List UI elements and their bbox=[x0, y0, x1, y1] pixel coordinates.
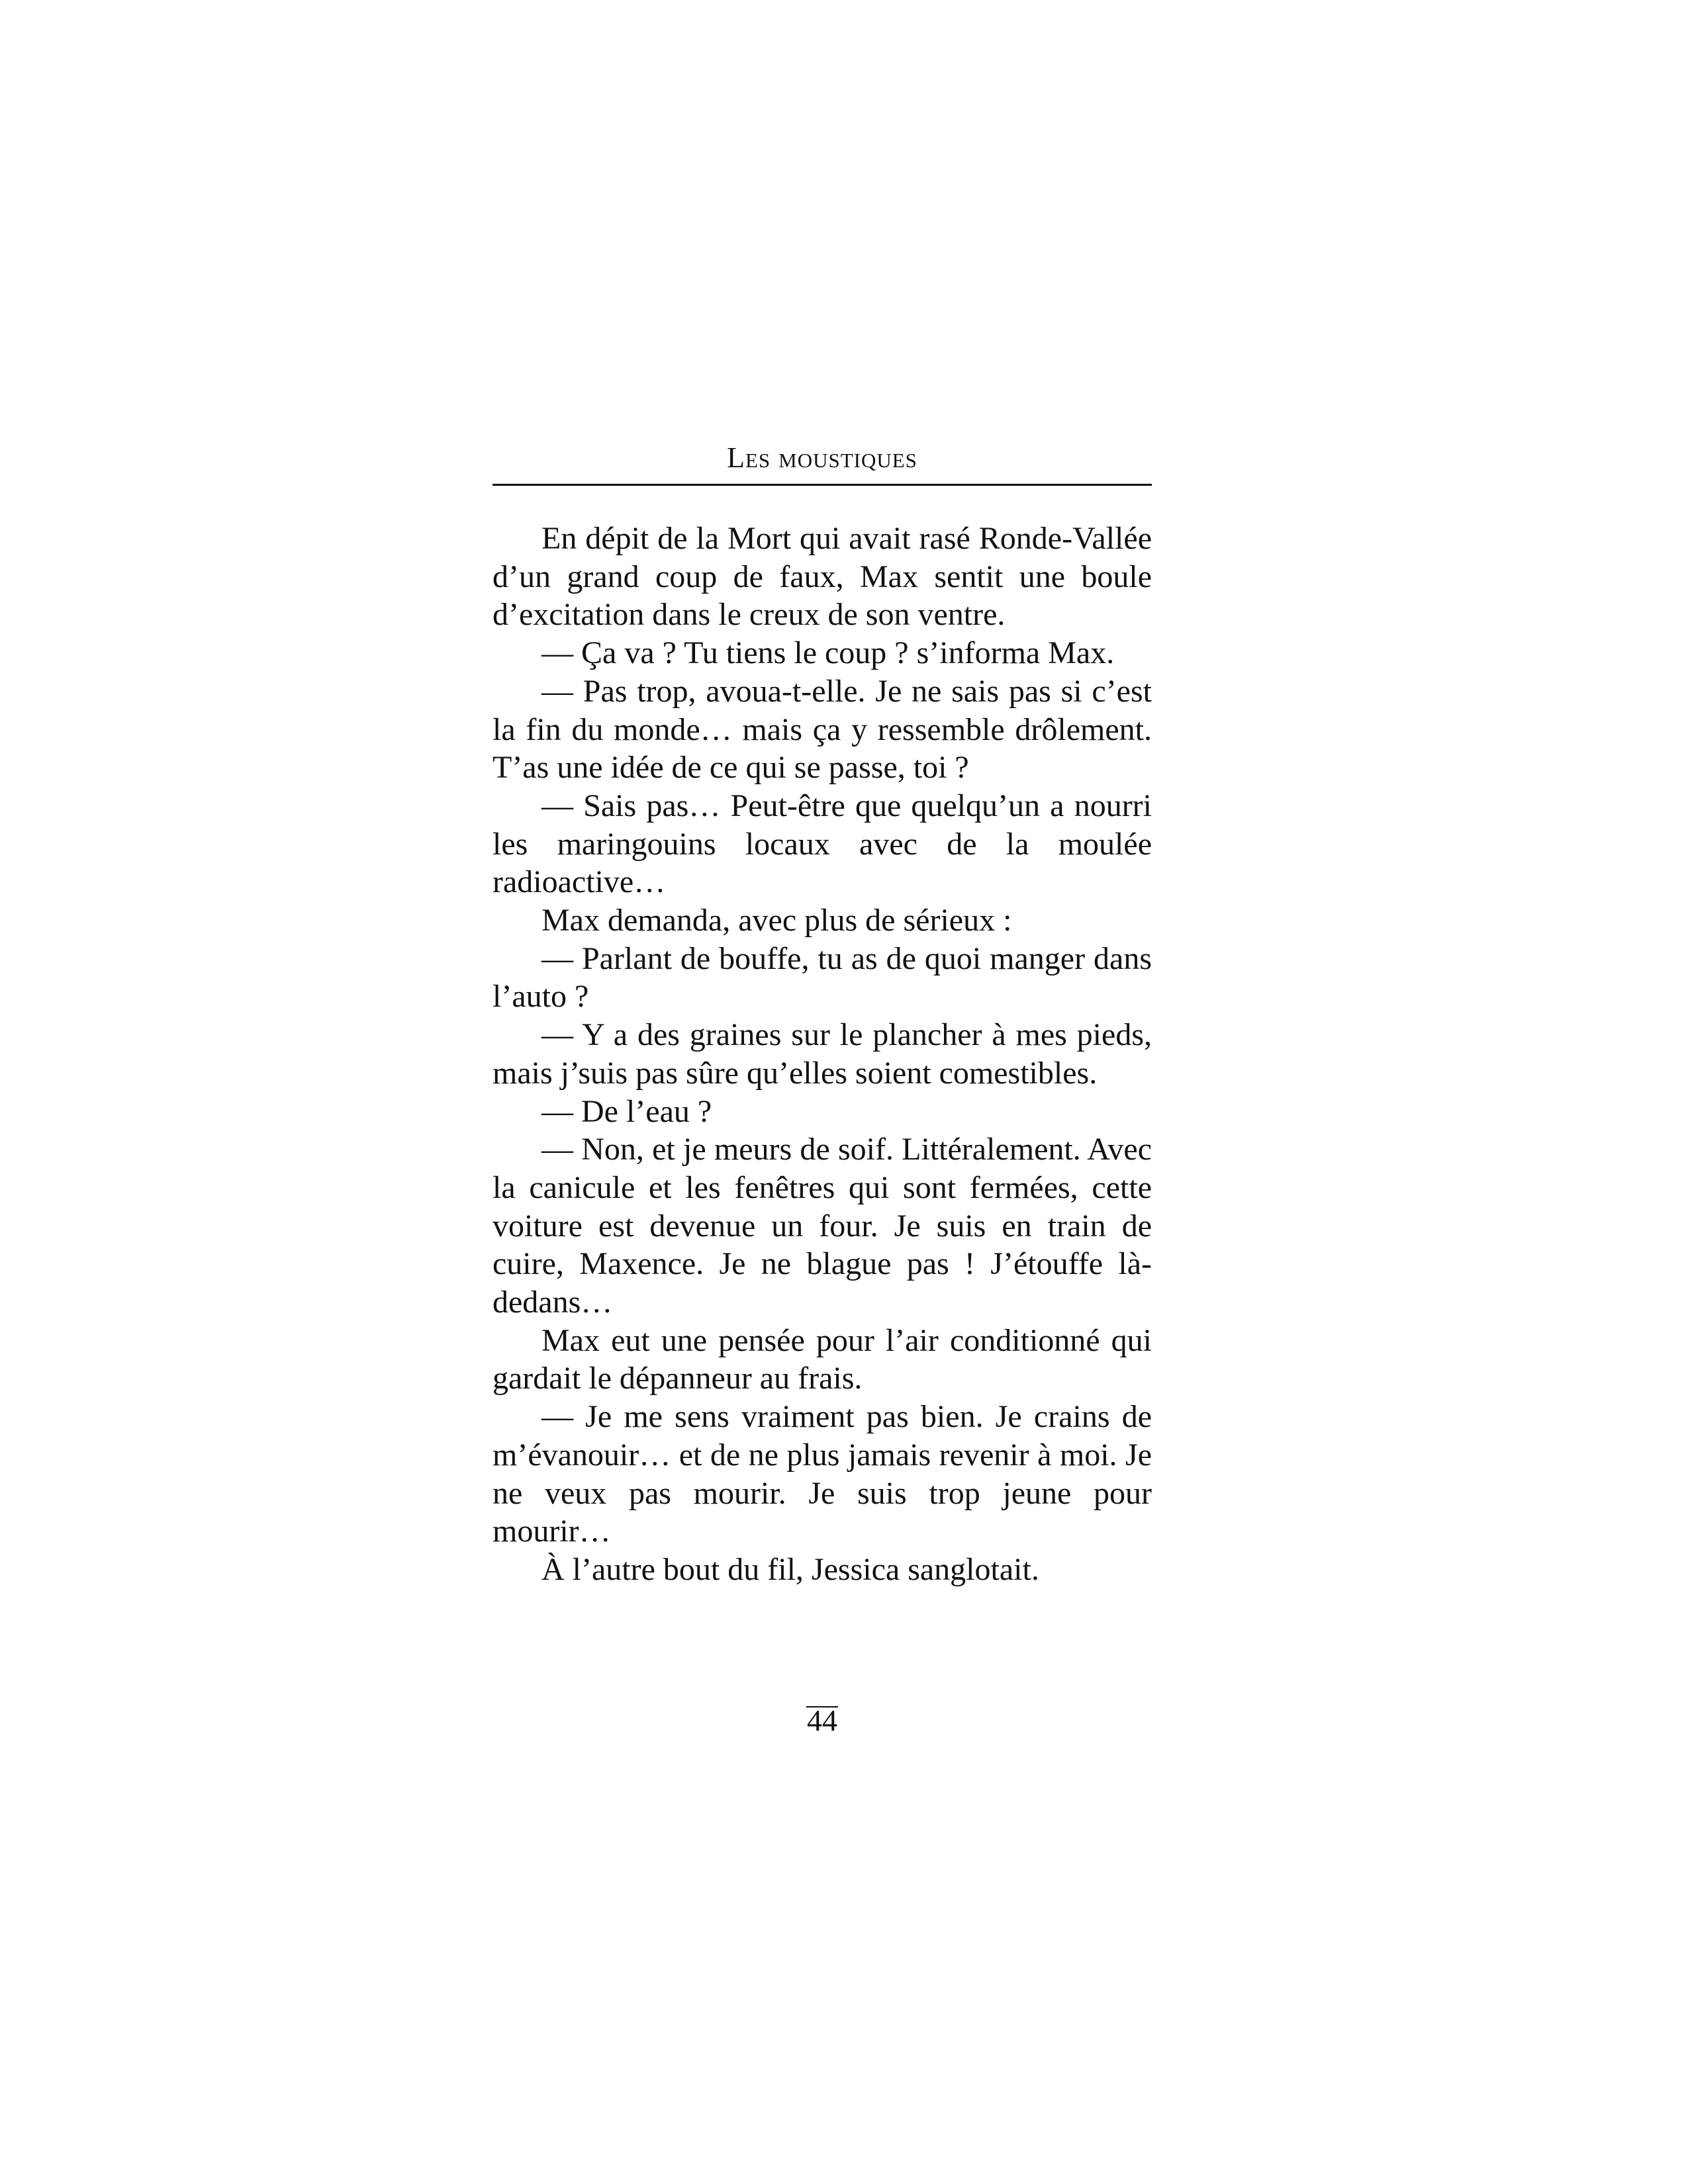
running-head: Les moustiques bbox=[727, 441, 917, 474]
paragraph: Max demanda, avec plus de sérieux : bbox=[541, 903, 1012, 938]
page-number: 44 bbox=[807, 1704, 837, 1737]
paragraph: — Pas trop, avoua-t-elle. Je ne sais pas si c’est la fin du monde… mais ça y ressemble drôlement. T’as une idée de ce qui se passe, toi ? bbox=[492, 673, 1152, 786]
paragraph: — Y a des graines sur le plancher à mes pieds, mais j’suis pas sûre qu’elles soient comestibles. bbox=[492, 1017, 1152, 1091]
header-rule bbox=[492, 484, 1152, 486]
paragraph: — De l’eau ? bbox=[541, 1093, 712, 1129]
paragraph: Max eut une pensée pour l’air conditionné qui gardait le dépanneur au frais. bbox=[492, 1322, 1152, 1396]
paragraph: — Sais pas… Peut-être que quelqu’un a nourri les maringouins locaux avec de la moulée radioactive… bbox=[492, 788, 1152, 900]
paragraph: En dépit de la Mort qui avait rasé Ronde-Vallée d’un grand coup de faux, Max sentit une boule d’excitation dans le creux de son ventre. bbox=[492, 521, 1152, 633]
paragraph: — Non, et je meurs de soif. Littéralement. Avec la canicule et les fenêtres qui sont fermées, cette voiture est devenue un four. Je suis en train de cuire, Maxence. Je ne blague pas ! J’étouffe là-dedans… bbox=[492, 1132, 1152, 1320]
body-text bbox=[492, 520, 1152, 1589]
paragraph: — Ça va ? Tu tiens le coup ? s’informa Max. bbox=[541, 635, 1115, 671]
paragraph: — Parlant de bouffe, tu as de quoi manger dans l’auto ? bbox=[492, 940, 1152, 1015]
paragraph: — Je me sens vraiment pas bien. Je crains de m’évanouir… et de ne plus jamais revenir à moi. Je ne veux pas mourir. Je suis trop jeune pour mourir… bbox=[492, 1399, 1152, 1549]
paragraph: À l’autre bout du fil, Jessica sanglotait. bbox=[541, 1551, 1039, 1587]
